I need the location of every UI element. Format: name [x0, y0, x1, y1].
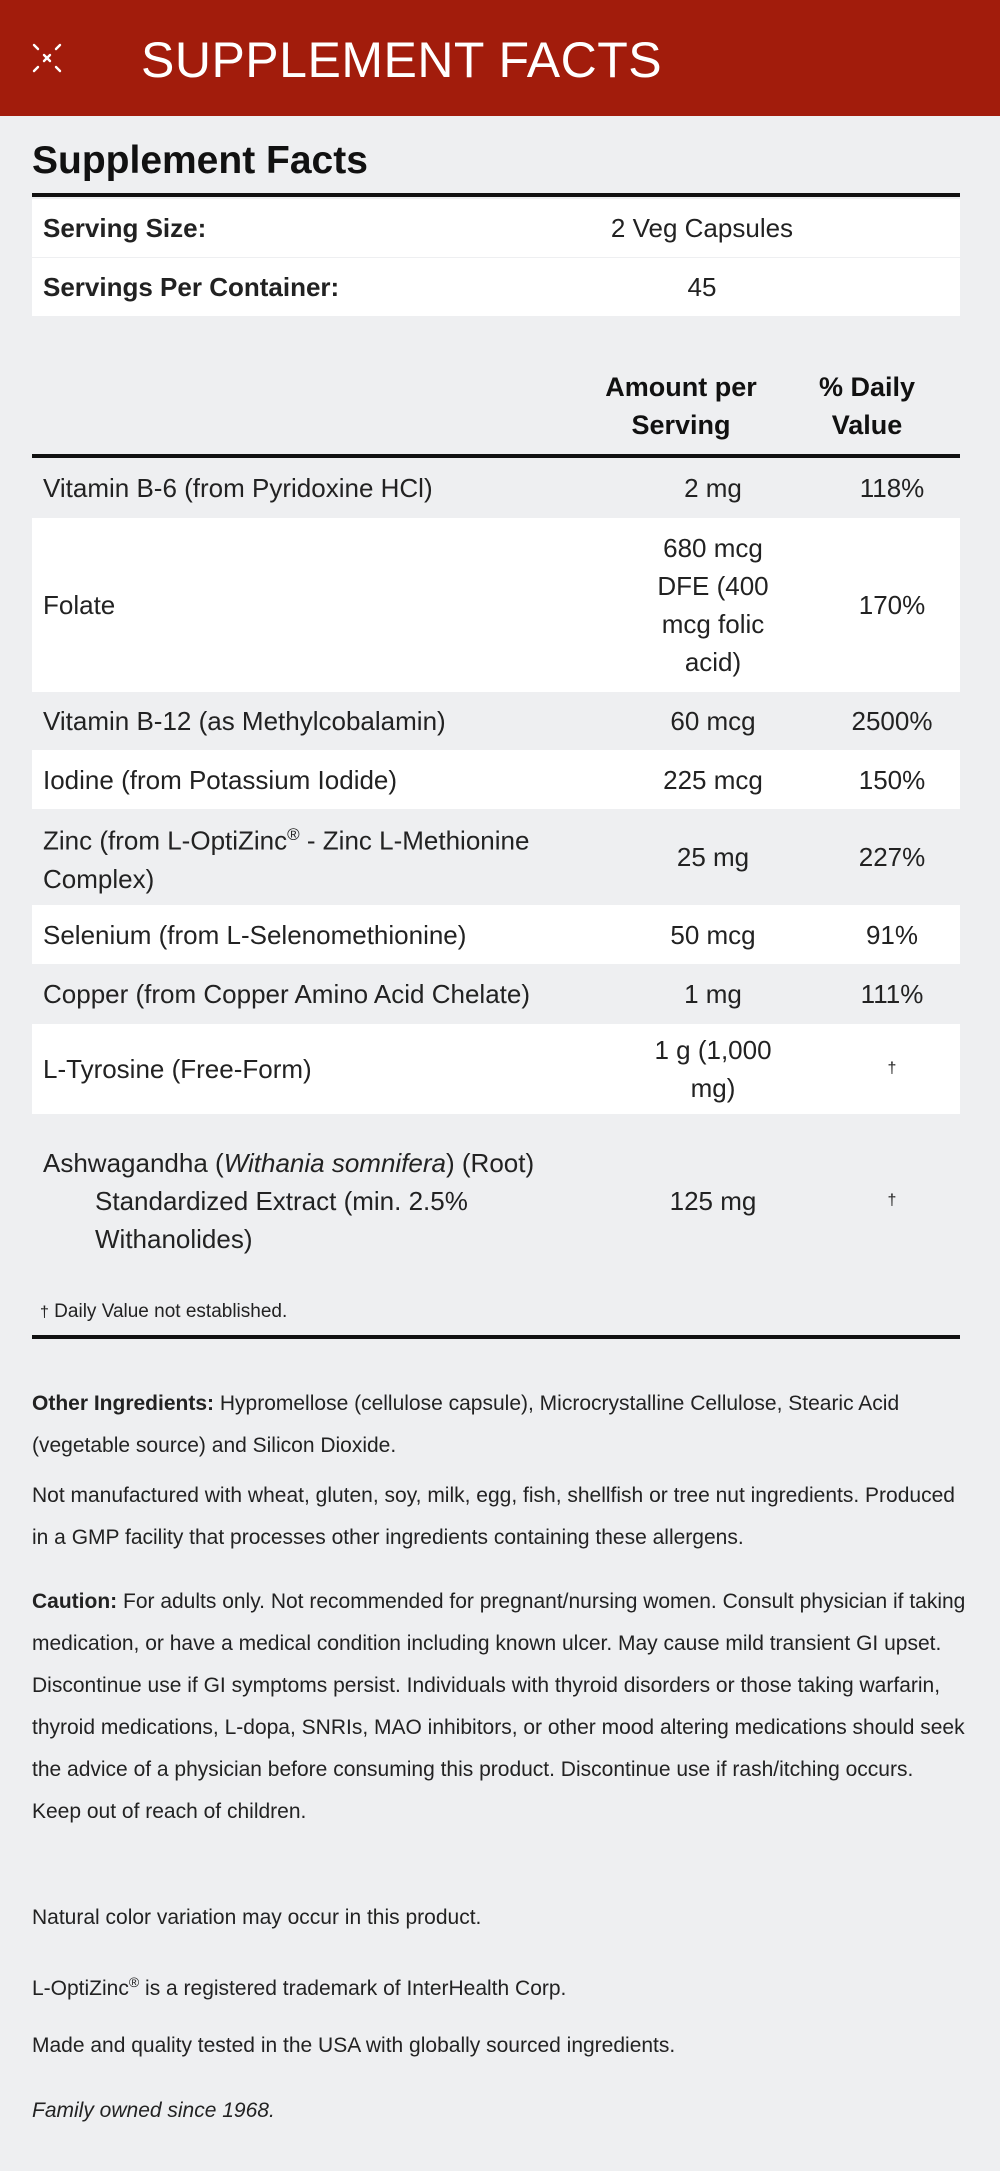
servings-per-container-value: 45: [687, 272, 717, 302]
table-row: [32, 1114, 960, 1288]
nutrient-amount: 125 mg: [669, 1186, 757, 1216]
nutrient-name: Folate: [43, 590, 116, 620]
nutrient-dv: 150%: [858, 764, 926, 795]
nutrient-dv: †: [887, 1060, 897, 1077]
nutrient-amount: 1 g (1,000 mg): [654, 1035, 772, 1103]
nutrient-name: Ashwagandha (Withania somnifera) (Root) Standardized Extract (min. 2.5% Withanolides): [43, 1114, 603, 1288]
nutrient-amount: 680 mcg DFE (400 mcg folic acid): [657, 533, 769, 677]
nutrient-amount: 1 mg: [684, 979, 742, 1009]
nutrient-name: Iodine (from Potassium Iodide): [43, 764, 398, 795]
other-ingredients: Other Ingredients: Hypromellose (cellulose capsule), Microcrystalline Cellulose, Stearic Acid (vegetable source) and Silicon Dioxide.: [32, 1392, 900, 1457]
nutrient-amount: 2 mg: [684, 473, 742, 503]
header-bar: [0, 0, 1000, 116]
table-row: [32, 692, 960, 750]
nutrient-amount: 225 mcg: [663, 764, 763, 795]
color-variation-note: Natural color variation may occur in this product.: [32, 1906, 482, 1929]
nutrient-name: Vitamin B-6 (from Pyridoxine HCl): [43, 473, 433, 503]
facts-title: Supplement Facts: [32, 139, 368, 182]
nutrient-dv: 111%: [860, 979, 924, 1009]
table-row: [32, 458, 960, 518]
table-row: [32, 905, 960, 964]
nutrient-dv: 118%: [859, 473, 925, 503]
serving-size-value: 2 Veg Capsules: [610, 213, 794, 243]
trademark-note: L-OptiZinc® is a registered trademark of InterHealth Corp.: [32, 1974, 567, 2000]
nutrient-name: Copper (from Copper Amino Acid Chelate): [43, 979, 531, 1009]
nutrient-dv: 91%: [865, 919, 919, 950]
divider: [32, 193, 960, 197]
nutrient-dv: 2500%: [851, 706, 933, 736]
nutrient-dv: 170%: [858, 590, 926, 620]
nutrient-name: L-Tyrosine (Free-Form): [43, 1054, 312, 1084]
table-row: [32, 809, 960, 905]
nutrient-name: Vitamin B-12 (as Methylcobalamin): [43, 706, 446, 736]
table-row: [32, 964, 960, 1024]
nutrient-dv: †: [887, 1192, 897, 1209]
servings-per-container-label: Servings Per Container:: [43, 272, 340, 302]
nutrient-amount: 25 mg: [676, 842, 750, 872]
nutrient-amount: 60 mcg: [670, 706, 756, 736]
footnote: † Daily Value not established.: [40, 1301, 288, 1322]
nutrient-subname: Standardized Extract (min. 2.5% Withanolides): [95, 1186, 468, 1254]
serving-size-row: [32, 199, 960, 257]
col-header-dv: % Daily Value: [818, 372, 916, 440]
nutrient-name: Zinc (from L-OptiZinc® - Zinc L-Methionine Complex): [43, 825, 530, 894]
col-header-amount: Amount per Serving: [605, 372, 757, 440]
nutrient-dv: 227%: [858, 842, 926, 872]
sparkle-icon: [30, 41, 64, 75]
table-row: [32, 1024, 960, 1114]
made-in-usa-note: Made and quality tested in the USA with globally sourced ingredients.: [32, 2034, 676, 2057]
table-row: [32, 518, 960, 692]
divider: [32, 1335, 960, 1339]
header-title: SUPPLEMENT FACTS: [141, 32, 663, 88]
allergen-statement: Not manufactured with wheat, gluten, soy, milk, egg, fish, shellfish or tree nut ingredients. Produced in a GMP facility that processes other ingredients containing these allergens.: [32, 1484, 955, 1549]
table-row: [32, 750, 960, 809]
family-owned-note: Family owned since 1968.: [32, 2099, 275, 2122]
nutrient-amount: 50 mcg: [670, 919, 756, 950]
serving-size-label: Serving Size:: [43, 213, 207, 243]
caution-statement: Caution: For adults only. Not recommended for pregnant/nursing women. Consult physician if taking medication, or have a medical condition including known ulcer. May cause mild transient GI upset. Discontinue use if GI symptoms persist. Individuals with thyroid disorders or those taking warfarin, thyroid medications, L-dopa, SNRIs, MAO inhibitors, or other mood altering medications should seek the advice of a physician before consuming this product. Discontinue use if rash/itching occurs. Keep out of reach of children.: [32, 1590, 966, 1823]
nutrient-name: Selenium (from L-Selenomethionine): [43, 919, 467, 950]
servings-per-container-row: [32, 258, 960, 316]
